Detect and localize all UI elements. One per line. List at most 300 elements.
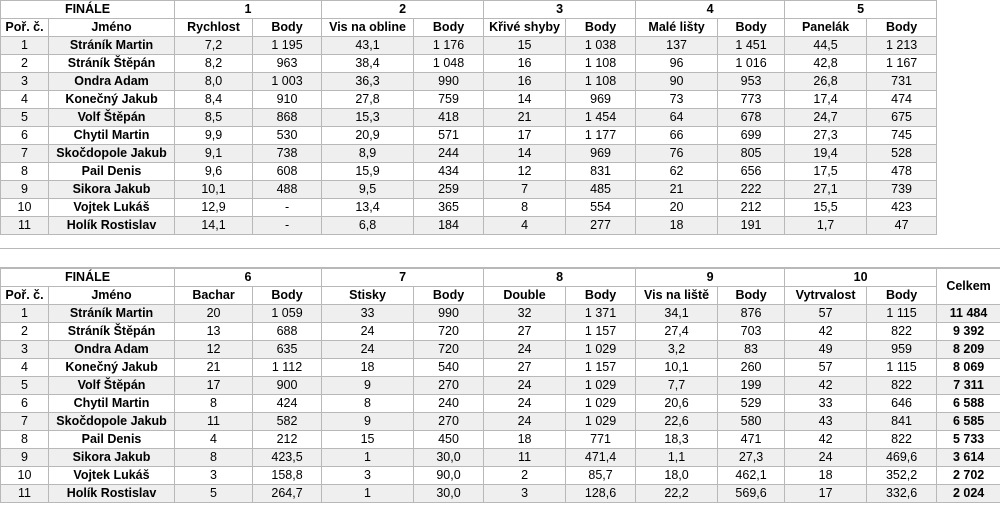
value-cell: 18,3 [636,431,718,449]
value-cell: 9,1 [175,145,253,163]
value-cell: 33 [322,305,414,323]
name-cell: Ondra Adam [49,73,175,91]
value-cell: 1 454 [566,109,636,127]
value-cell: 64 [636,109,718,127]
value-cell: 1 371 [566,305,636,323]
value-cell: 4 [175,431,253,449]
rank-cell: 11 [1,485,49,503]
value-cell: 27,3 [718,449,785,467]
value-cell: 21 [636,181,718,199]
column-header: Body [867,287,937,305]
value-cell: 3,2 [636,341,718,359]
value-cell: 57 [785,305,867,323]
value-cell: 20 [175,305,253,323]
value-cell: 1 029 [566,377,636,395]
value-cell: 822 [867,323,937,341]
value-cell: 876 [718,305,785,323]
value-cell: 580 [718,413,785,431]
value-cell: 646 [867,395,937,413]
name-cell: Sikora Jakub [49,181,175,199]
value-cell: 1 177 [566,127,636,145]
rank-cell: 2 [1,323,49,341]
value-cell: 24 [484,395,566,413]
rank-cell: 1 [1,305,49,323]
name-header: Jméno [49,19,175,37]
results-table-part-1 [0,0,1000,235]
value-cell: 43 [785,413,867,431]
value-cell: 554 [566,199,636,217]
value-cell: 759 [414,91,484,109]
table-row [1,37,1000,55]
value-cell: 731 [867,73,937,91]
rank-cell: 3 [1,341,49,359]
value-cell: 1 195 [253,37,322,55]
value-cell: 8,9 [322,145,414,163]
group-header: 2 [322,1,484,19]
value-cell: 959 [867,341,937,359]
column-header: Vis na obline [322,19,414,37]
value-cell: 1 059 [253,305,322,323]
value-cell: 34,1 [636,305,718,323]
name-cell: Holík Rostislav [49,217,175,235]
value-cell: 27 [484,323,566,341]
value-cell: 745 [867,127,937,145]
value-cell: 24,7 [785,109,867,127]
value-cell: 21 [484,109,566,127]
rank-cell: 1 [1,37,49,55]
column-header-row [1,287,1000,305]
value-cell: 270 [414,413,484,431]
value-cell: 474 [867,91,937,109]
value-cell: 18 [785,467,867,485]
name-cell: Volf Štěpán [49,377,175,395]
value-cell: 73 [636,91,718,109]
total-cell: 11 484 [937,305,1000,323]
table-row [1,485,1000,503]
value-cell: 703 [718,323,785,341]
group-header: 10 [785,269,937,287]
value-cell: 990 [414,305,484,323]
column-header: Body [566,287,636,305]
value-cell: 8 [484,199,566,217]
rank-cell: 7 [1,413,49,431]
table-row [1,145,1000,163]
value-cell: 85,7 [566,467,636,485]
value-cell: 96 [636,55,718,73]
value-cell: 191 [718,217,785,235]
section-label: FINÁLE [1,269,175,287]
rank-cell: 5 [1,377,49,395]
value-cell: 1 167 [867,55,937,73]
value-cell: 1 029 [566,413,636,431]
value-cell: 352,2 [867,467,937,485]
value-cell: 14 [484,91,566,109]
rank-cell: 5 [1,109,49,127]
value-cell: 42,8 [785,55,867,73]
value-cell: 530 [253,127,322,145]
value-cell: 1 176 [414,37,484,55]
value-cell: 24 [322,323,414,341]
value-cell: 212 [253,431,322,449]
value-cell: 738 [253,145,322,163]
value-cell: 1,7 [785,217,867,235]
column-header: Body [253,19,322,37]
value-cell: 720 [414,323,484,341]
table-row [1,55,1000,73]
value-cell: 42 [785,323,867,341]
value-cell: 424 [253,395,322,413]
value-cell: 14,1 [175,217,253,235]
value-cell: 30,0 [414,485,484,503]
value-cell: 9 [322,413,414,431]
results-table-part-2 [0,268,1000,503]
value-cell: 30,0 [414,449,484,467]
value-cell: 720 [414,341,484,359]
value-cell: 675 [867,109,937,127]
value-cell: 8,0 [175,73,253,91]
value-cell: 953 [718,73,785,91]
value-cell: 569,6 [718,485,785,503]
name-cell: Chytil Martin [49,395,175,413]
value-cell: 7,7 [636,377,718,395]
value-cell: 244 [414,145,484,163]
column-header: Body [867,19,937,37]
value-cell: 270 [414,377,484,395]
value-cell: 38,4 [322,55,414,73]
value-cell: 43,1 [322,37,414,55]
value-cell: 1,1 [636,449,718,467]
value-cell: 27,8 [322,91,414,109]
name-cell: Konečný Jakub [49,359,175,377]
value-cell: 44,5 [785,37,867,55]
group-header: 5 [785,1,937,19]
value-cell: 20,6 [636,395,718,413]
rank-header: Poř. č. [1,287,49,305]
value-cell: 1 213 [867,37,937,55]
value-cell: 260 [718,359,785,377]
value-cell: 1 [322,485,414,503]
value-cell: 24 [322,341,414,359]
total-cell: 2 024 [937,485,1000,503]
name-cell: Stráník Štěpán [49,323,175,341]
group-header: 3 [484,1,636,19]
value-cell: 471,4 [566,449,636,467]
value-cell: 990 [414,73,484,91]
value-cell: 969 [566,91,636,109]
value-cell: 910 [253,91,322,109]
value-cell: 471 [718,431,785,449]
group-header: 7 [322,269,484,287]
name-cell: Chytil Martin [49,127,175,145]
value-cell: 8,5 [175,109,253,127]
value-cell: 11 [484,449,566,467]
table-row [1,323,1000,341]
value-cell: 963 [253,55,322,73]
total-cell: 3 614 [937,449,1000,467]
value-cell: 16 [484,55,566,73]
column-header: Body [566,19,636,37]
value-cell: 969 [566,145,636,163]
column-header: Malé lišty [636,19,718,37]
table-row [1,91,1000,109]
table-body [1,305,1000,503]
column-header: Body [718,287,785,305]
value-cell: 42 [785,431,867,449]
value-cell: 2 [484,467,566,485]
value-cell: 11 [175,413,253,431]
value-cell: 212 [718,199,785,217]
value-cell: 418 [414,109,484,127]
value-cell: 199 [718,377,785,395]
total-cell: 9 392 [937,323,1000,341]
value-cell: 18,0 [636,467,718,485]
value-cell: 33 [785,395,867,413]
table-row [1,395,1000,413]
table-row [1,467,1000,485]
name-cell: Volf Štěpán [49,109,175,127]
value-cell: 22,6 [636,413,718,431]
value-cell: 656 [718,163,785,181]
value-cell: 9 [322,377,414,395]
value-cell: 158,8 [253,467,322,485]
value-cell: 90,0 [414,467,484,485]
total-cell: 2 702 [937,467,1000,485]
group-header: 4 [636,1,785,19]
table-row [1,413,1000,431]
value-cell: 571 [414,127,484,145]
value-cell: 62 [636,163,718,181]
value-cell: 841 [867,413,937,431]
value-cell: 76 [636,145,718,163]
value-cell: 20,9 [322,127,414,145]
value-cell: 8 [175,395,253,413]
value-cell: 462,1 [718,467,785,485]
value-cell: 14 [484,145,566,163]
value-cell: 635 [253,341,322,359]
value-cell: 42 [785,377,867,395]
value-cell: 9,6 [175,163,253,181]
value-cell: 13 [175,323,253,341]
name-cell: Pail Denis [49,431,175,449]
value-cell: 15 [484,37,566,55]
group-header: 8 [484,269,636,287]
name-cell: Stráník Štěpán [49,55,175,73]
value-cell: 24 [484,341,566,359]
value-cell: 771 [566,431,636,449]
name-cell: Vojtek Lukáš [49,199,175,217]
value-cell: 1 108 [566,55,636,73]
name-cell: Holík Rostislav [49,485,175,503]
section-divider [0,248,1000,268]
table-row [1,305,1000,323]
value-cell: 3 [175,467,253,485]
value-cell: 10,1 [175,181,253,199]
value-cell: 1 016 [718,55,785,73]
value-cell: 21 [175,359,253,377]
value-cell: 17 [785,485,867,503]
value-cell: 469,6 [867,449,937,467]
value-cell: 805 [718,145,785,163]
value-cell: 27,3 [785,127,867,145]
value-cell: 27,1 [785,181,867,199]
value-cell: 49 [785,341,867,359]
value-cell: 773 [718,91,785,109]
value-cell: 17,4 [785,91,867,109]
value-cell: - [253,217,322,235]
rank-cell: 9 [1,449,49,467]
value-cell: 26,8 [785,73,867,91]
value-cell: 7 [484,181,566,199]
value-cell: 16 [484,73,566,91]
value-cell: - [253,199,322,217]
name-cell: Skočdopole Jakub [49,145,175,163]
value-cell: 1 [322,449,414,467]
value-cell: 24 [785,449,867,467]
value-cell: 3 [322,467,414,485]
value-cell: 18 [322,359,414,377]
column-header: Panelák [785,19,867,37]
value-cell: 90 [636,73,718,91]
value-cell: 8 [175,449,253,467]
name-cell: Stráník Martin [49,305,175,323]
column-header: Křivé shyby [484,19,566,37]
empty-cell [937,1,1000,37]
name-cell: Konečný Jakub [49,91,175,109]
value-cell: 699 [718,127,785,145]
column-header: Rychlost [175,19,253,37]
value-cell: 822 [867,377,937,395]
group-header: 1 [175,1,322,19]
value-cell: 1 157 [566,359,636,377]
table-row [1,341,1000,359]
value-cell: 450 [414,431,484,449]
value-cell: 6,8 [322,217,414,235]
rank-cell: 11 [1,217,49,235]
value-cell: 868 [253,109,322,127]
value-cell: 3 [484,485,566,503]
table-row [1,163,1000,181]
value-cell: 12 [484,163,566,181]
column-header: Body [253,287,322,305]
total-header: Celkem [937,269,1000,305]
table-row [1,73,1000,91]
value-cell: 9,5 [322,181,414,199]
total-cell: 8 069 [937,359,1000,377]
value-cell: 608 [253,163,322,181]
value-cell: 24 [484,413,566,431]
column-header: Body [718,19,785,37]
total-cell: 5 733 [937,431,1000,449]
column-header-row [1,19,1000,37]
value-cell: 678 [718,109,785,127]
name-cell: Pail Denis [49,163,175,181]
value-cell: 1 112 [253,359,322,377]
value-cell: 18 [484,431,566,449]
value-cell: 17 [175,377,253,395]
table-row [1,181,1000,199]
value-cell: 66 [636,127,718,145]
value-cell: 423,5 [253,449,322,467]
total-cell: 7 311 [937,377,1000,395]
value-cell: 184 [414,217,484,235]
table-row [1,377,1000,395]
total-cell: 6 588 [937,395,1000,413]
value-cell: 900 [253,377,322,395]
name-cell: Sikora Jakub [49,449,175,467]
rank-cell: 6 [1,395,49,413]
value-cell: 27 [484,359,566,377]
value-cell: 332,6 [867,485,937,503]
value-cell: 12 [175,341,253,359]
value-cell: 240 [414,395,484,413]
value-cell: 529 [718,395,785,413]
column-header: Vis na liště [636,287,718,305]
value-cell: 57 [785,359,867,377]
value-cell: 540 [414,359,484,377]
rank-cell: 8 [1,163,49,181]
column-header: Body [414,19,484,37]
rank-header: Poř. č. [1,19,49,37]
value-cell: 485 [566,181,636,199]
value-cell: 1 038 [566,37,636,55]
value-cell: 528 [867,145,937,163]
value-cell: 19,4 [785,145,867,163]
rank-cell: 4 [1,359,49,377]
value-cell: 22,2 [636,485,718,503]
rank-cell: 7 [1,145,49,163]
value-cell: 1 108 [566,73,636,91]
group-header-row [1,1,1000,19]
value-cell: 5 [175,485,253,503]
column-header: Bachar [175,287,253,305]
value-cell: 488 [253,181,322,199]
value-cell: 83 [718,341,785,359]
table-row [1,217,1000,235]
column-header: Double [484,287,566,305]
value-cell: 17,5 [785,163,867,181]
value-cell: 24 [484,377,566,395]
rank-cell: 10 [1,467,49,485]
name-cell: Ondra Adam [49,341,175,359]
value-cell: 47 [867,217,937,235]
rank-cell: 8 [1,431,49,449]
total-cell: 8 209 [937,341,1000,359]
table-row [1,449,1000,467]
value-cell: 1 003 [253,73,322,91]
value-cell: 831 [566,163,636,181]
table-row [1,109,1000,127]
value-cell: 20 [636,199,718,217]
value-cell: 478 [867,163,937,181]
value-cell: 1 451 [718,37,785,55]
value-cell: 15,5 [785,199,867,217]
section-label: FINÁLE [1,1,175,19]
value-cell: 365 [414,199,484,217]
value-cell: 1 029 [566,395,636,413]
rank-cell: 9 [1,181,49,199]
table-row [1,127,1000,145]
column-header: Stisky [322,287,414,305]
value-cell: 222 [718,181,785,199]
table-body [1,37,1000,235]
value-cell: 128,6 [566,485,636,503]
value-cell: 8,4 [175,91,253,109]
value-cell: 18 [636,217,718,235]
rank-cell: 3 [1,73,49,91]
value-cell: 15,9 [322,163,414,181]
table-row [1,359,1000,377]
value-cell: 36,3 [322,73,414,91]
